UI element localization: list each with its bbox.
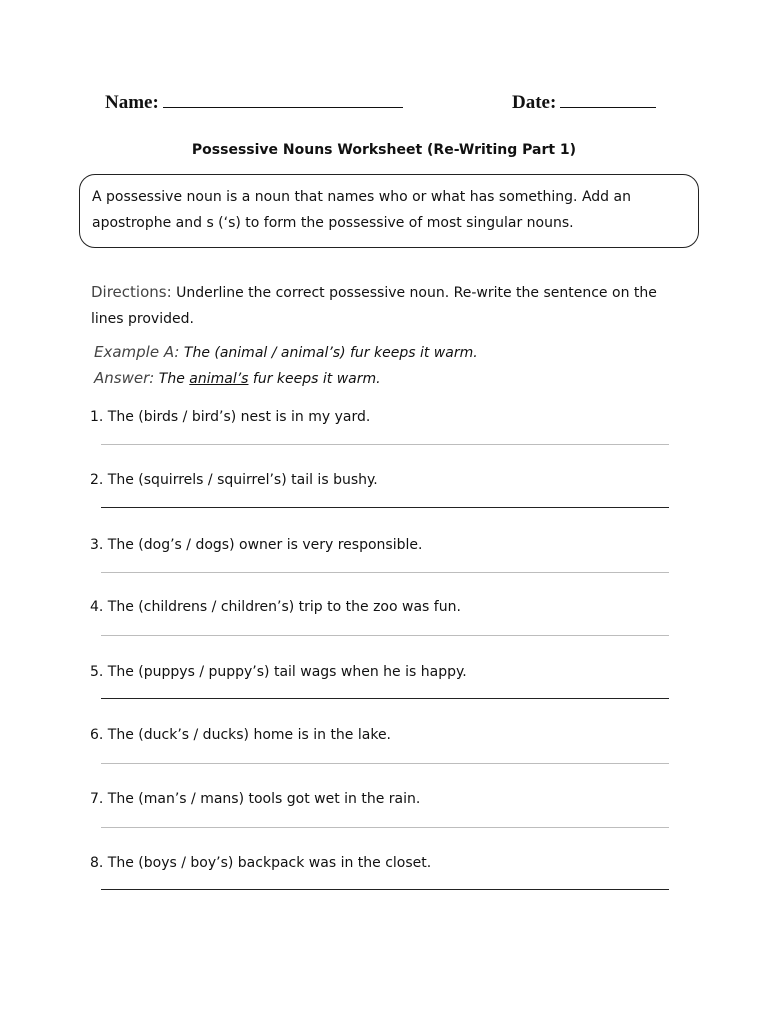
answer-label: Answer: bbox=[94, 369, 155, 387]
directions bbox=[91, 279, 671, 332]
example-answer bbox=[94, 369, 381, 387]
question-5: 5. The (puppys / puppy’s) tail wags when he is happy. bbox=[90, 664, 467, 680]
directions-label: Directions: bbox=[91, 283, 172, 301]
question-6: 6. The (duck’s / ducks) home is in the lake. bbox=[90, 727, 392, 743]
answer-underlined-noun: animal’s bbox=[189, 371, 249, 387]
answer-line-5[interactable] bbox=[101, 698, 669, 699]
question-4: 4. The (childrens / children’s) trip to the zoo was fun. bbox=[90, 599, 461, 615]
answer-line-4[interactable] bbox=[101, 635, 669, 636]
answer-line-7[interactable] bbox=[101, 827, 669, 828]
date-field bbox=[512, 92, 656, 114]
example-text: The (animal / animal’s) fur keeps it warm. bbox=[179, 345, 478, 361]
name-label: Name: bbox=[105, 92, 159, 113]
date-blank[interactable] bbox=[560, 107, 656, 108]
directions-text: Underline the correct possessive noun. Re-write the sentence on the lines provided. bbox=[91, 285, 657, 327]
question-7: 7. The (man’s / mans) tools got wet in the rain. bbox=[90, 791, 421, 807]
answer-line-3[interactable] bbox=[101, 572, 669, 573]
example bbox=[94, 343, 478, 361]
answer-after: fur keeps it warm. bbox=[248, 371, 381, 387]
page-title: Possessive Nouns Worksheet (Re-Writing Part 1) bbox=[191, 142, 577, 158]
question-3: 3. The (dog’s / dogs) owner is very responsible. bbox=[90, 537, 423, 553]
question-2: 2. The (squirrels / squirrel’s) tail is bushy. bbox=[90, 472, 378, 488]
question-1: 1. The (birds / bird’s) nest is in my yard. bbox=[90, 409, 371, 425]
answer-line-2[interactable] bbox=[101, 507, 669, 508]
answer-line-1[interactable] bbox=[101, 444, 669, 445]
example-label: Example A: bbox=[94, 343, 180, 361]
definition-line-2: apostrophe and s (‘s) to form the possessive of most singular nouns. bbox=[92, 215, 574, 231]
answer-line-8[interactable] bbox=[101, 889, 669, 890]
definition-box bbox=[79, 174, 699, 248]
answer-before: The bbox=[154, 371, 190, 387]
question-8: 8. The (boys / boy’s) backpack was in the closet. bbox=[90, 855, 432, 871]
definition-line-1: A possessive noun is a noun that names who or what has something. Add an bbox=[92, 189, 631, 205]
name-field bbox=[105, 92, 403, 114]
name-blank[interactable] bbox=[163, 107, 403, 108]
answer-line-6[interactable] bbox=[101, 763, 669, 764]
date-label: Date: bbox=[512, 92, 557, 113]
